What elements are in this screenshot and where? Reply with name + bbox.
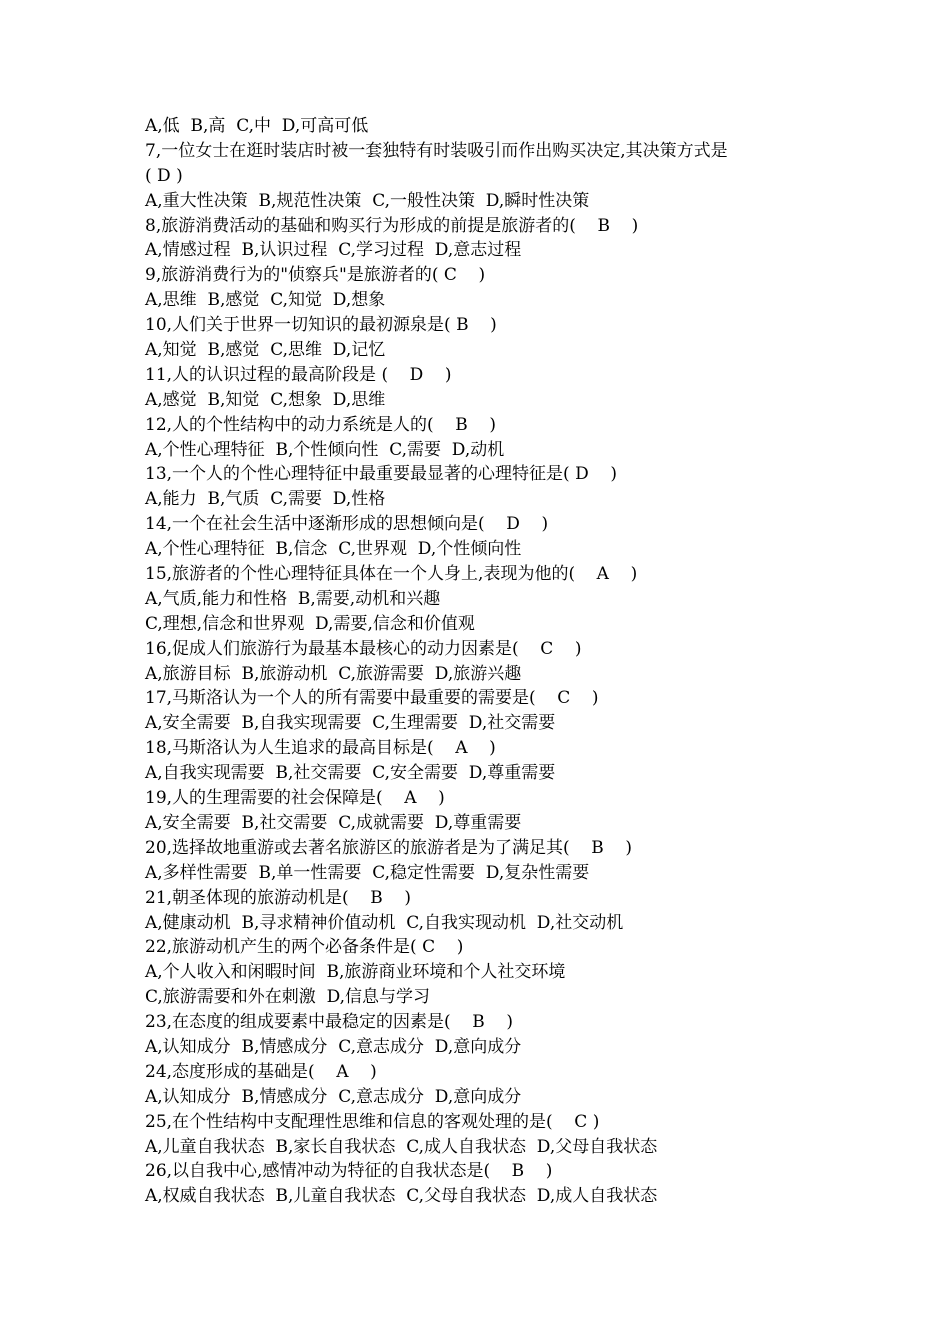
question-7-line: 7,一位女士在逛时装店时被一套独特有时装吸引而作出购买决定,其决策方式是 <box>145 140 728 161</box>
answer-options-line: A,情感过程 B,认识过程 C,学习过程 D,意志过程 <box>145 240 522 261</box>
answer-options-line: A,安全需要 B,自我实现需要 C,生理需要 D,社交需要 <box>145 713 556 734</box>
answer-options-line: A,安全需要 B,社交需要 C,成就需要 D,尊重需要 <box>145 812 522 833</box>
answer-options-line: A,气质,能力和性格 B,需要,动机和兴趣 <box>145 588 441 609</box>
question-9-line: 9,旅游消费行为的"侦察兵"是旅游者的( C ) <box>145 265 486 286</box>
question-21-line: 21,朝圣体现的旅游动机是( B ) <box>145 887 412 908</box>
answer-options-line: A,权威自我状态 B,儿童自我状态 C,父母自我状态 D,成人自我状态 <box>145 1186 658 1207</box>
answer-options-line: A,自我实现需要 B,社交需要 C,安全需要 D,尊重需要 <box>145 763 556 784</box>
question-15-line: 15,旅游者的个性心理特征具体在一个人身上,表现为他的( A ) <box>145 564 638 585</box>
answer-options-line: A,旅游目标 B,旅游动机 C,旅游需要 D,旅游兴趣 <box>145 663 522 684</box>
question-10-line: 10,人们关于世界一切知识的最初源泉是( B ) <box>145 315 497 336</box>
question-25-line: 25,在个性结构中支配理性思维和信息的客观处理的是( C ) <box>145 1111 600 1132</box>
answer-options-line: A,感觉 B,知觉 C,想象 D,思维 <box>145 389 386 410</box>
answer-options-line: A,个性心理特征 B,信念 C,世界观 D,个性倾向性 <box>145 539 522 560</box>
answer-options-line: A,多样性需要 B,单一性需要 C,稳定性需要 D,复杂性需要 <box>145 862 590 883</box>
question-14-line: 14,一个在社会生活中逐渐形成的思想倾向是( D ) <box>145 514 549 535</box>
answer-options-line: A,认知成分 B,情感成分 C,意志成分 D,意向成分 <box>145 1086 522 1107</box>
question-12-line: 12,人的个性结构中的动力系统是人的( B ) <box>145 414 497 435</box>
answer-options-line: C,理想,信念和世界观 D,需要,信念和价值观 <box>145 613 475 634</box>
document-body <box>145 114 825 1209</box>
answer-options-line: A,低 B,高 C,中 D,可高可低 <box>145 116 369 136</box>
answer-options-line: A,能力 B,气质 C,需要 D,性格 <box>145 489 386 510</box>
question-26-line: 26,以自我中心,感情冲动为特征的自我状态是( B ) <box>145 1161 553 1182</box>
question-24-line: 24,态度形成的基础是( A ) <box>145 1061 377 1082</box>
answer-options-line: A,知觉 B,感觉 C,思维 D,记忆 <box>145 340 386 361</box>
question-11-line: 11,人的认识过程的最高阶段是 ( D ) <box>145 364 452 385</box>
question-7-answer: ( D ) <box>145 165 183 186</box>
answer-options-line: A,重大性决策 B,规范性决策 C,一般性决策 D,瞬时性决策 <box>145 190 590 211</box>
answer-options-line: C,旅游需要和外在刺激 D,信息与学习 <box>145 987 431 1008</box>
answer-options-line: A,思维 B,感觉 C,知觉 D,想象 <box>145 290 386 311</box>
question-23-line: 23,在态度的组成要素中最稳定的因素是( B ) <box>145 1012 514 1033</box>
question-18-line: 18,马斯洛认为人生追求的最高目标是( A ) <box>145 738 496 759</box>
question-17-line: 17,马斯洛认为一个人的所有需要中最重要的需要是( C ) <box>145 688 599 709</box>
question-20-line: 20,选择故地重游或去著名旅游区的旅游者是为了满足其( B ) <box>145 837 633 858</box>
answer-options-line: A,健康动机 B,寻求精神价值动机 C,自我实现动机 D,社交动机 <box>145 912 624 933</box>
answer-options-line: A,认知成分 B,情感成分 C,意志成分 D,意向成分 <box>145 1036 522 1057</box>
question-22-line: 22,旅游动机产生的两个必备条件是( C ) <box>145 937 464 958</box>
question-13-line: 13,一个人的个性心理特征中最重要最显著的心理特征是( D ) <box>145 464 617 485</box>
answer-options-line: A,个人收入和闲暇时间 B,旅游商业环境和个人社交环境 <box>145 962 566 983</box>
answer-options-line: A,个性心理特征 B,个性倾向性 C,需要 D,动机 <box>145 439 505 460</box>
question-16-line: 16,促成人们旅游行为最基本最核心的动力因素是( C ) <box>145 638 582 659</box>
question-8-line: 8,旅游消费活动的基础和购买行为形成的前提是旅游者的( B ) <box>145 215 639 236</box>
answer-options-line: A,儿童自我状态 B,家长自我状态 C,成人自我状态 D,父母自我状态 <box>145 1136 658 1157</box>
question-19-line: 19,人的生理需要的社会保障是( A ) <box>145 788 445 809</box>
